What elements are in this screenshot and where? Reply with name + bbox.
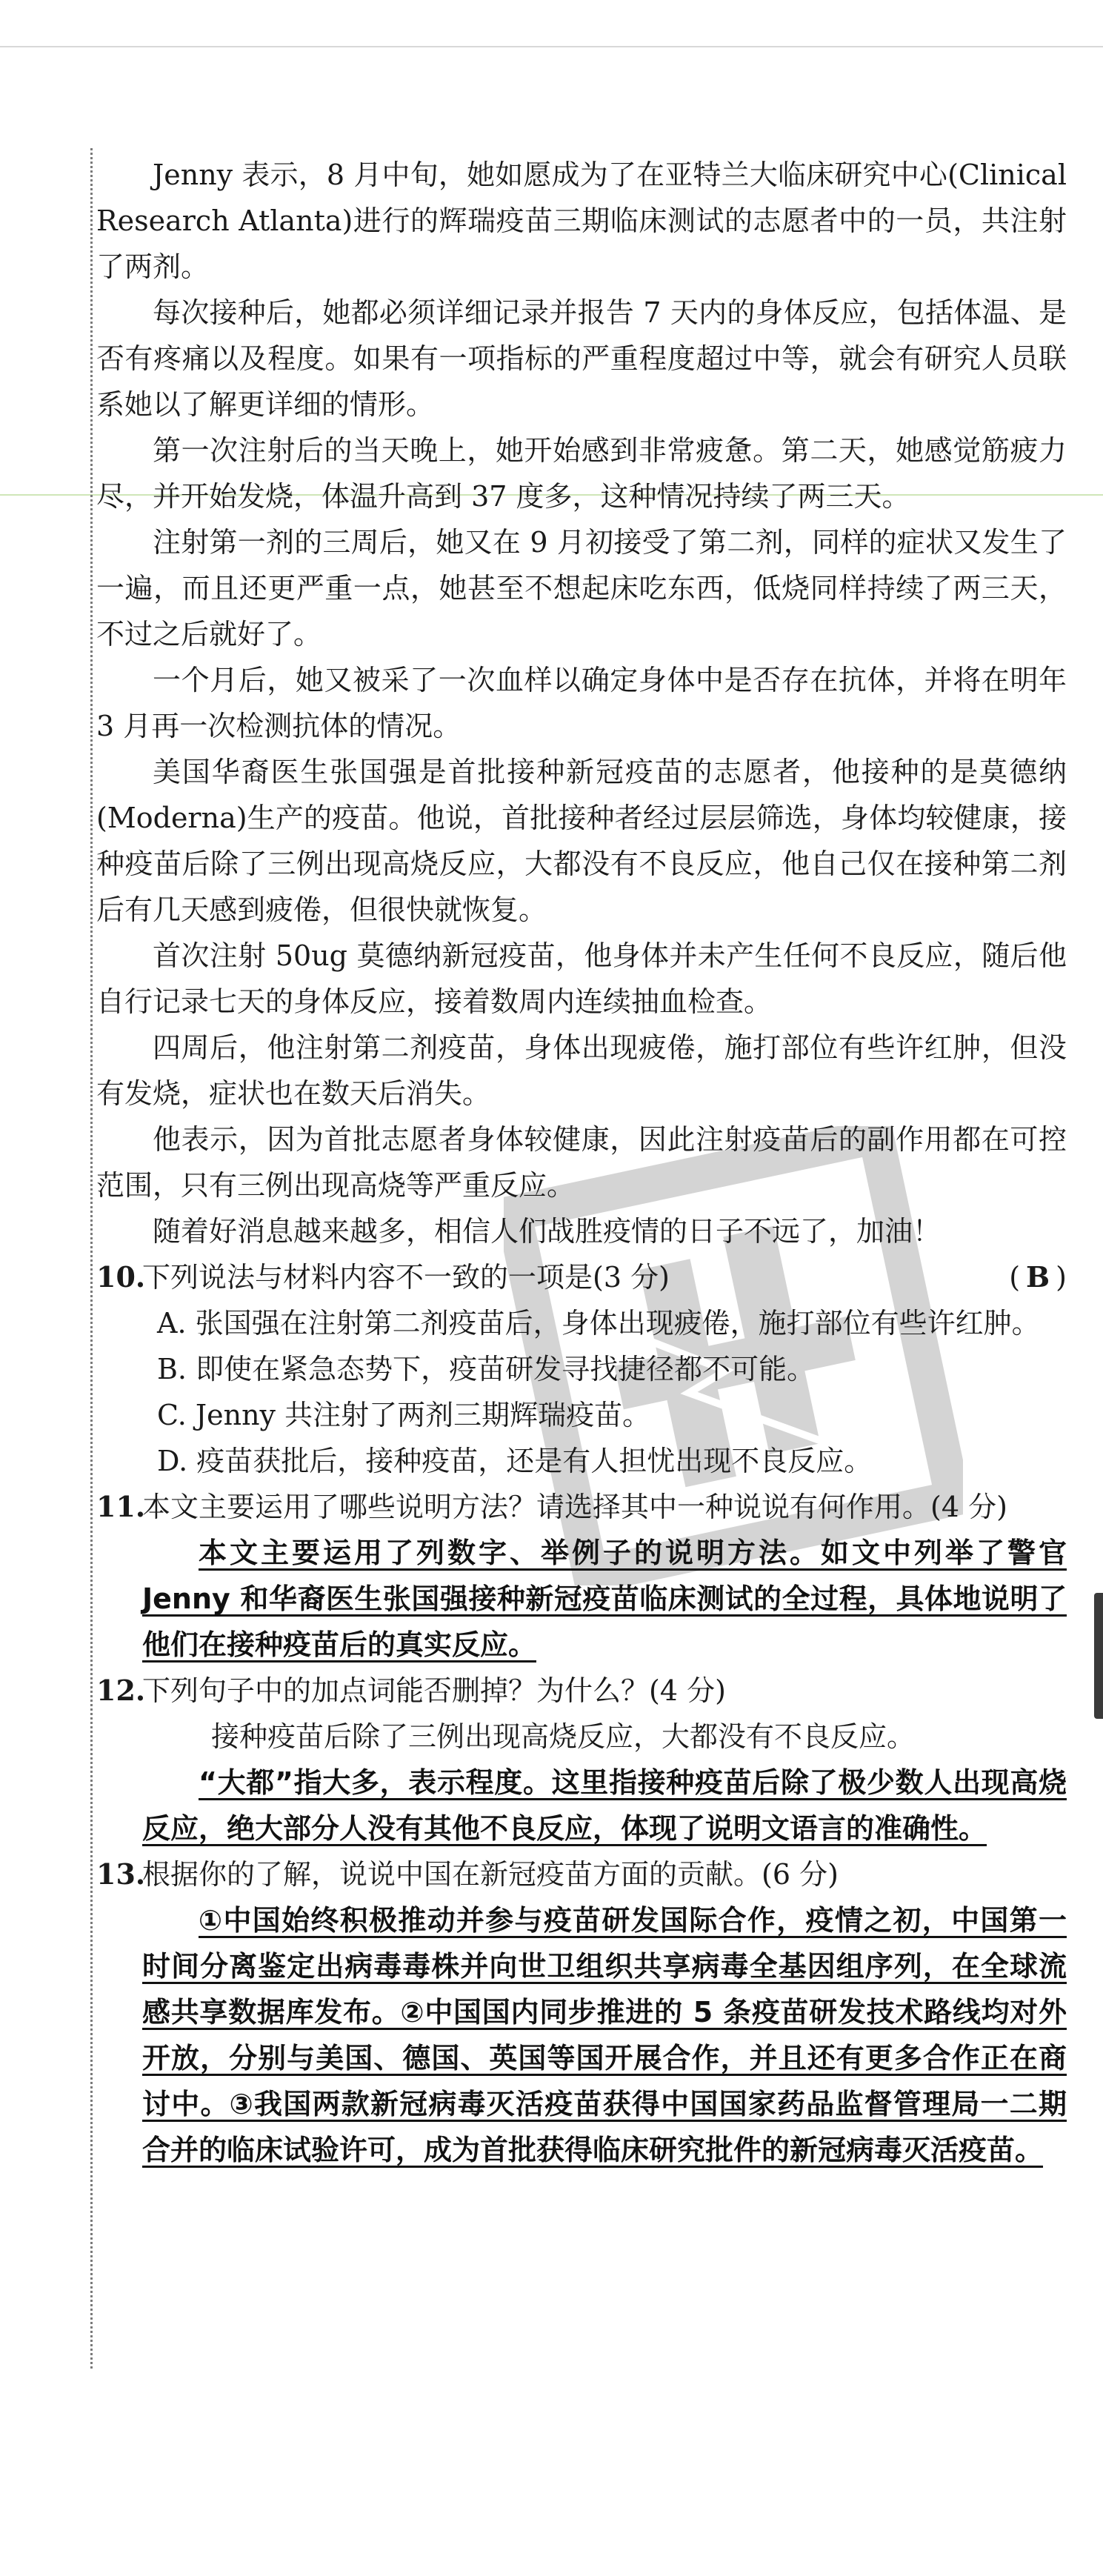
question-11 (96, 1484, 1067, 1668)
question-number: 11. (96, 1490, 146, 1523)
option-d: D. 疫苗获批后，接种疫苗，还是有人担忧出现不良反应。 (157, 1445, 873, 1477)
question-number: 12. (96, 1674, 146, 1707)
answer-choice: B (1026, 1260, 1050, 1294)
handwritten-answer: “大都”指大多，表示程度。这里指接种疫苗后除了极少数人出现高烧反应，绝大部分人没有其他不良反应，体现了说明文语言的准确性。 (142, 1766, 1067, 1845)
quoted-sentence: 接种疫苗后除了三例出现高烧反应，大都没有不良反应。 (211, 1720, 916, 1753)
option-b: B. 即使在紧急态势下，疫苗研发寻找捷径都不可能。 (157, 1353, 816, 1385)
option-c: C. Jenny 共注射了两剂三期辉瑞疫苗。 (157, 1399, 651, 1431)
passage-paragraph: 四周后，他注射第二剂疫苗，身体出现疲倦，施打部位有些许红肿，但没有发烧，症状也在数天后消失。 (96, 1031, 1067, 1110)
question-number: 13. (96, 1857, 146, 1891)
answer-bracket: ( B ) (1009, 1260, 1067, 1294)
question-text: 下列说法与材料内容不一致的一项是(3 分) (142, 1261, 670, 1294)
question-stem (96, 1851, 1067, 1897)
passage-paragraph: 一个月后，她又被采了一次血样以确定身体中是否存在抗体，并将在明年 3 月再一次检测抗体的情况。 (96, 664, 1067, 742)
reading-passage (96, 152, 1067, 1254)
question-13 (96, 1851, 1067, 2173)
question-number: 10. (96, 1260, 146, 1294)
question-12 (96, 1668, 1067, 1851)
passage-paragraph: 注射第一剂的三周后，她又在 9 月初接受了第二剂，同样的症状又发生了一遍，而且还更严重一点，她甚至不想起床吃东西，低烧同样持续了两三天，不过之后就好了。 (96, 526, 1067, 650)
passage-paragraph: 第一次注射后的当天晚上，她开始感到非常疲惫。第二天，她感觉筋疲力尽，并开始发烧，体温升高到 37 度多，这种情况持续了两三天。 (96, 434, 1067, 513)
question-stem (96, 1668, 1067, 1714)
top-rule (0, 46, 1103, 47)
page-content (96, 152, 1067, 2173)
binding-dotted-line (90, 148, 93, 2369)
passage-paragraph: 随着好消息越来越多，相信人们战胜疫情的日子不远了，加油！ (153, 1215, 942, 1248)
question-stem (96, 1254, 1067, 1300)
question-text: 本文主要运用了哪些说明方法？请选择其中一种说说有何作用。(4 分) (142, 1491, 1007, 1523)
passage-paragraph: 首次注射 50ug 莫德纳新冠疫苗，他身体并未产生任何不良反应，随后他自行记录七天的身体反应，接着数周内连续抽血检查。 (96, 939, 1067, 1018)
passage-paragraph: Jenny 表示，8 月中旬，她如愿成为了在亚特兰大临床研究中心(Clinical Research Atlanta)进行的辉瑞疫苗三期临床测试的志愿者中的一员，共注射了两剂。 (96, 159, 1067, 283)
option-a: A. 张国强在注射第二剂疫苗后，身体出现疲倦，施打部位有些许红肿。 (157, 1307, 1040, 1339)
page-edge-tab (1094, 1593, 1103, 1719)
question-text: 下列句子中的加点词能否删掉？为什么？(4 分) (142, 1674, 726, 1707)
question-text: 根据你的了解，说说中国在新冠疫苗方面的贡献。(6 分) (142, 1858, 839, 1891)
passage-paragraph: 他表示，因为首批志愿者身体较健康，因此注射疫苗后的副作用都在可控范围，只有三例出现高烧等严重反应。 (96, 1123, 1067, 1202)
passage-paragraph: 每次接种后，她都必须详细记录并报告 7 天内的身体反应，包括体温、是否有疼痛以及程度。如果有一项指标的严重程度超过中等，就会有研究人员联系她以了解更详细的情形。 (96, 296, 1067, 421)
question-stem (96, 1484, 1067, 1530)
handwritten-answer: ①中国始终积极推动并参与疫苗研发国际合作，疫情之初，中国第一时间分离鉴定出病毒毒株并向世卫组织共享病毒全基因组序列，在全球流感共享数据库发布。②中国国内同步推进的 5 条疫苗研发技术路线均对外开放，分别与美国、德国、英国等国开展合作，并且还有更多合作正在商讨中。③我国两款新冠病毒灭活疫苗获得中国国家药品监督管理局一二期合并的临床试验许可，成为首批获得临床研究批件的新冠病毒灭活疫苗。 (142, 1904, 1067, 2166)
handwritten-answer: 本文主要运用了列数字、举例子的说明方法。如文中列举了警官 Jenny 和华裔医生张国强接种新冠疫苗临床测试的全过程，具体地说明了他们在接种疫苗后的真实反应。 (142, 1537, 1067, 1661)
question-10 (96, 1254, 1067, 1484)
passage-paragraph: 美国华裔医生张国强是首批接种新冠疫苗的志愿者，他接种的是莫德纳(Moderna)生产的疫苗。他说，首批接种者经过层层筛选，身体均较健康，接种疫苗后除了三例出现高烧反应，大都没有不良反应，他自己仅在接种第二剂后有几天感到疲倦，但很快就恢复。 (96, 756, 1067, 926)
